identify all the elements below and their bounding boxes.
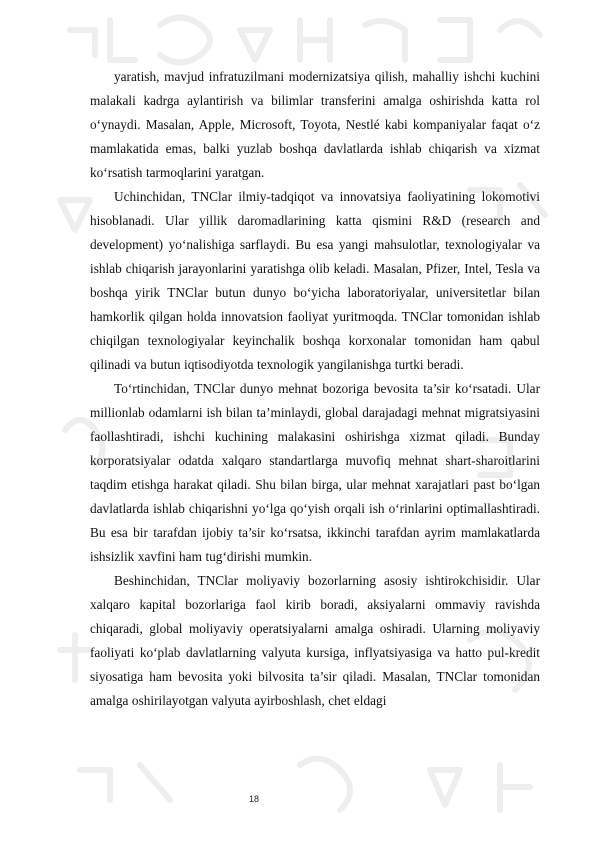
page-number: 18 xyxy=(248,794,259,804)
watermark-shape xyxy=(80,759,530,810)
paragraph-third-point: Uchinchidan, TNClar ilmiy-tadqiqot va innovatsiya faoliyatining lokomotivi hisoblanadi. Ular yillik daromadlarining katta qismini R&D (research and development) yo‘nalishiga sarflaydi. Bu esa yangi mahsulotlar, texnologiyalar va ishlab chiqarish jarayonlarini yaratishga olib keladi. Masalan, Pfizer, Intel, Tesla va boshqa yirik TNClar butun dunyo bo‘yicha laboratoriyalar, universitetlar bilan hamkorlik qilgan holda innovatsion faoliyat yuritmoqda. TNClar tomonidan ishlab chiqilgan texnologiyalar keyinchalik boshqa korxonalar tomonidan ham qabul qilinadi va butun iqtisodiyotda texnologik yangilanishga turtki beradi. xyxy=(90,189,540,372)
paragraph-fourth-point: To‘rtinchidan, TNClar dunyo mehnat bozoriga bevosita ta’sir ko‘rsatadi. Ular millionlab odamlarni ish bilan ta’minlaydi, global darajadagi mehnat migratsiyasini faollashtiradi, ishchi kuchining malakasini oshirishga xizmat qiladi. Bunday korporatsiyalar odatda xalqaro standartlarga muvofiq mehnat shart-sharoitlarini taqdim etishga harakat qiladi. Shu bilan birga, ular mehnat xarajatlari past bo‘lgan davlatlarda ishlab chiqarishni yo‘lga qo‘yish orqali ish o‘rinlarini optimallashtiradi. Bu esa bir tarafdan ijobiy ta’sir ko‘rsatsa, ikkinchi tarafdan ayrim mamlakatlarda ishsizlik xavfini ham tug‘dirishi mumkin. xyxy=(90,381,540,564)
paragraph-fifth-point: Beshinchidan, TNClar moliyaviy bozorlarning asosiy ishtirokchisidir. Ular xalqaro kapital bozorlariga faol kirib boradi, aksiyalarni ommaviy ravishda chiqaradi, global moliyaviy operatsiyalarni amalga oshiradi. Ularning moliyaviy faoliyati ko‘plab davlatlarning valyuta kursiga, inflyatsiyasiga va hatto pul-kredit siyosatiga ham bevosita yoki bilvosita ta’sir qiladi. Masalan, TNClar tomonidan amalga oshirilayotgan valyuta ayirboshlash, chet eldagi xyxy=(90,573,540,708)
body-text xyxy=(90,65,540,713)
paragraph-continuation: yaratish, mavjud infratuzilmani modernizatsiya qilish, mahalliy ishchi kuchini malakali kadrga aylantirish va bilimlar transferini amalga oshirishda katta rol o‘ynaydi. Masalan, Apple, Microsoft, Toyota, Nestlé kabi kompaniyalar faqat o‘z mamlakatida emas, balki yuzlab boshqa davlatlarda ishlab chiqarish va xizmat ko‘rsatish tarmoqlarini yaratgan. xyxy=(90,69,540,180)
watermark-shape xyxy=(70,18,540,63)
